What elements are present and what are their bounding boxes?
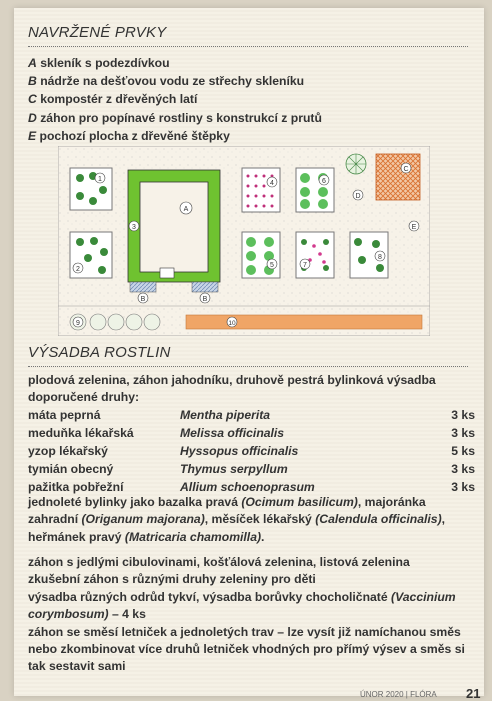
- label-a: A: [183, 206, 189, 213]
- bed-6: [296, 168, 334, 212]
- label-b1: B: [140, 296, 146, 303]
- desc-line: výsadba různých odrůd tykví, výsadba borůvky chocholičnaté (Vaccinium corymbosum) – 4 ks: [28, 589, 456, 622]
- label-8: 8: [378, 254, 382, 261]
- table-row: yzop lékařský Hyssopus officinalis 5 ks: [28, 444, 475, 458]
- footer-issue: ÚNOR 2020 | FLÓRA: [360, 690, 437, 699]
- divider: [28, 46, 468, 47]
- label-2: 2: [76, 266, 80, 273]
- herb-table: [28, 406, 475, 496]
- table-row: tymián obecný Thymus serpyllum 3 ks: [28, 462, 475, 476]
- bed-1: [70, 168, 112, 210]
- desc-line: záhon s jedlými cibulovinami, košťálová zelenina, listová zelenina: [28, 555, 410, 569]
- label-9: 9: [76, 320, 80, 327]
- table-row: pažitka pobřežní Allium schoenoprasum 3 ks: [28, 480, 475, 494]
- table-row: máta peprná Mentha piperita 3 ks: [28, 408, 475, 422]
- label-e: E: [411, 224, 417, 231]
- label-10: 10: [228, 320, 236, 327]
- desc-line: zkušební záhon s různými druhy zeleniny pro děti: [28, 572, 316, 587]
- label-b2: B: [202, 296, 208, 303]
- label-6: 6: [322, 178, 326, 185]
- section-title-planting: VÝSADBA ROSTLIN: [28, 344, 171, 361]
- feature-a: A skleník s podezdívkou: [28, 56, 170, 70]
- bed-2: [70, 232, 112, 278]
- greenhouse: [128, 170, 220, 282]
- compost-c: [376, 154, 420, 200]
- garden-plan: [58, 146, 430, 336]
- label-c: C: [403, 166, 409, 173]
- annual-herbs-text: jednoleté bylinky jako bazalka pravá (Ocimum basilicum), majoránka zahradní (Origanum majorana), měsíček lékařský (Calendula officinalis), heřmánek pravý (Matricaria chamomilla).: [28, 495, 446, 544]
- feature-e: E pochozí plocha z dřevěné štěpky: [28, 128, 230, 143]
- bed-8: [350, 232, 388, 278]
- label-4: 4: [270, 180, 274, 187]
- planting-intro: plodová zelenina, záhon jahodníku, druhově pestrá bylinková výsadba doporučené druhy:: [28, 373, 436, 405]
- page-number: 21: [466, 686, 481, 701]
- bed-9: [70, 314, 160, 330]
- desc-line: záhon se směsí letniček a jednoletých trav – lze vysít již namíchanou směs nebo zkombinovat více druhů letniček vhodných pro přímý výsev a směs si tak sestavit sami: [28, 624, 465, 674]
- feature-d: D záhon pro popínavé rostliny s konstrukcí z prutů: [28, 110, 322, 125]
- feature-b: B nádrže na dešťovou vodu ze střechy skleníku: [28, 74, 305, 89]
- bed-descriptions: [28, 554, 473, 676]
- bed-10: [186, 315, 422, 329]
- divider: [28, 366, 468, 367]
- label-1: 1: [98, 176, 102, 183]
- feature-c: C kompostér z dřevěných latí: [28, 92, 198, 107]
- label-7: 7: [303, 262, 307, 269]
- label-5: 5: [270, 262, 274, 269]
- label-3: 3: [132, 224, 136, 231]
- bed-7: [296, 232, 334, 278]
- table-row: meduňka lékařská Melissa officinalis 3 ks: [28, 426, 475, 440]
- bed-4: [242, 168, 280, 212]
- section-title-features: NAVRŽENÉ PRVKY: [28, 24, 167, 41]
- features-list: [28, 54, 322, 145]
- label-d: D: [355, 193, 361, 200]
- bed-5: [242, 232, 280, 278]
